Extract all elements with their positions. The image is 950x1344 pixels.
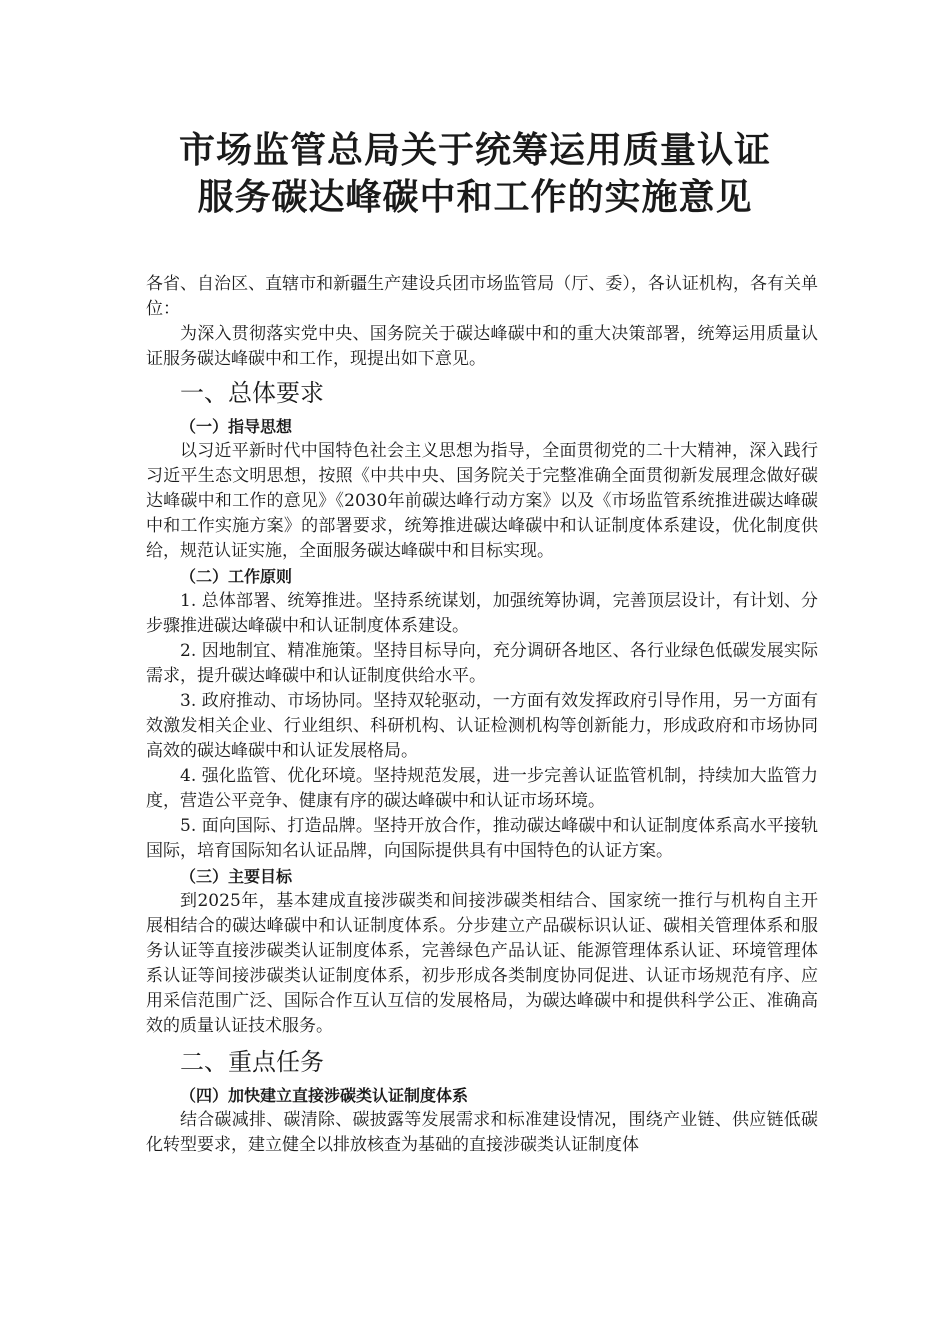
section-heading-1: 一、总体要求 (180, 379, 324, 407)
subsection-heading-4: （四）加快建立直接涉碳类认证制度体系 (180, 1086, 469, 1105)
principle-item: 5. 面向国际、打造品牌。坚持开放合作，推动碳达峰碳中和认证制度体系高水平接轨国际，培育国际知名认证品牌，向国际提供具有中国特色的认证方案。 (146, 816, 818, 861)
subsection-heading-2: （二）工作原则 (180, 567, 293, 586)
main-goals-paragraph: 到2025年，基本建成直接涉碳类和间接涉碳类相结合、国家统一推行与机构自主开展相结合的碳达峰碳中和认证制度体系。分步建立产品碳标识认证、碳相关管理体系和服务认证等直接涉碳类认证制度体系，完善绿色产品认证、能源管理体系认证、环境管理体系认证等间接涉碳类认证制度体系，初步形成各类制度协同促进、认证市场规范有序、应用采信范围广泛、国际合作互认互信的发展格局，为碳达峰碳中和提供科学公正、准确高效的质量认证技术服务。 (146, 891, 818, 1036)
document-title-line1: 市场监管总局关于统筹运用质量认证 (178, 129, 771, 171)
section-heading-2: 二、重点任务 (180, 1048, 324, 1076)
salutation: 各省、自治区、直辖市和新疆生产建设兵团市场监管局（厅、委），各认证机构，各有关单位： (146, 274, 818, 319)
principle-item: 2. 因地制宜、精准施策。坚持目标导向，充分调研各地区、各行业绿色低碳发展实际需求，提升碳达峰碳中和认证制度供给水平。 (146, 641, 818, 686)
principle-item: 1. 总体部署、统筹推进。坚持系统谋划，加强统筹协调，完善顶层设计，有计划、分步骤推进碳达峰碳中和认证制度体系建设。 (146, 591, 818, 636)
document-title-line2: 服务碳达峰碳中和工作的实施意见 (197, 176, 753, 218)
intro-paragraph: 为深入贯彻落实党中央、国务院关于碳达峰碳中和的重大决策部署，统筹运用质量认证服务碳达峰碳中和工作，现提出如下意见。 (146, 324, 818, 369)
principle-item: 3. 政府推动、市场协同。坚持双轮驱动，一方面有效发挥政府引导作用，另一方面有效激发相关企业、行业组织、科研机构、认证检测机构等创新能力，形成政府和市场协同高效的碳达峰碳中和认证发展格局。 (146, 691, 818, 761)
principle-item: 4. 强化监管、优化环境。坚持规范发展，进一步完善认证监管机制，持续加大监管力度，营造公平竞争、健康有序的碳达峰碳中和认证市场环境。 (146, 766, 818, 811)
direct-carbon-paragraph: 结合碳减排、碳清除、碳披露等发展需求和标准建设情况，围绕产业链、供应链低碳化转型要求，建立健全以排放核查为基础的直接涉碳类认证制度体 (146, 1110, 818, 1155)
subsection-heading-1: （一）指导思想 (180, 417, 293, 436)
document-body (146, 272, 818, 1158)
subsection-heading-3: （三）主要目标 (180, 867, 293, 886)
guiding-ideology-paragraph: 以习近平新时代中国特色社会主义思想为指导，全面贯彻党的二十大精神，深入践行习近平生态文明思想，按照《中共中央、国务院关于完整准确全面贯彻新发展理念做好碳达峰碳中和工作的意见》《2030年前碳达峰行动方案》以及《市场监管系统推进碳达峰碳中和工作实施方案》的部署要求，统筹推进碳达峰碳中和认证制度体系建设，优化制度供给，规范认证实施，全面服务碳达峰碳中和目标实现。 (146, 441, 818, 561)
